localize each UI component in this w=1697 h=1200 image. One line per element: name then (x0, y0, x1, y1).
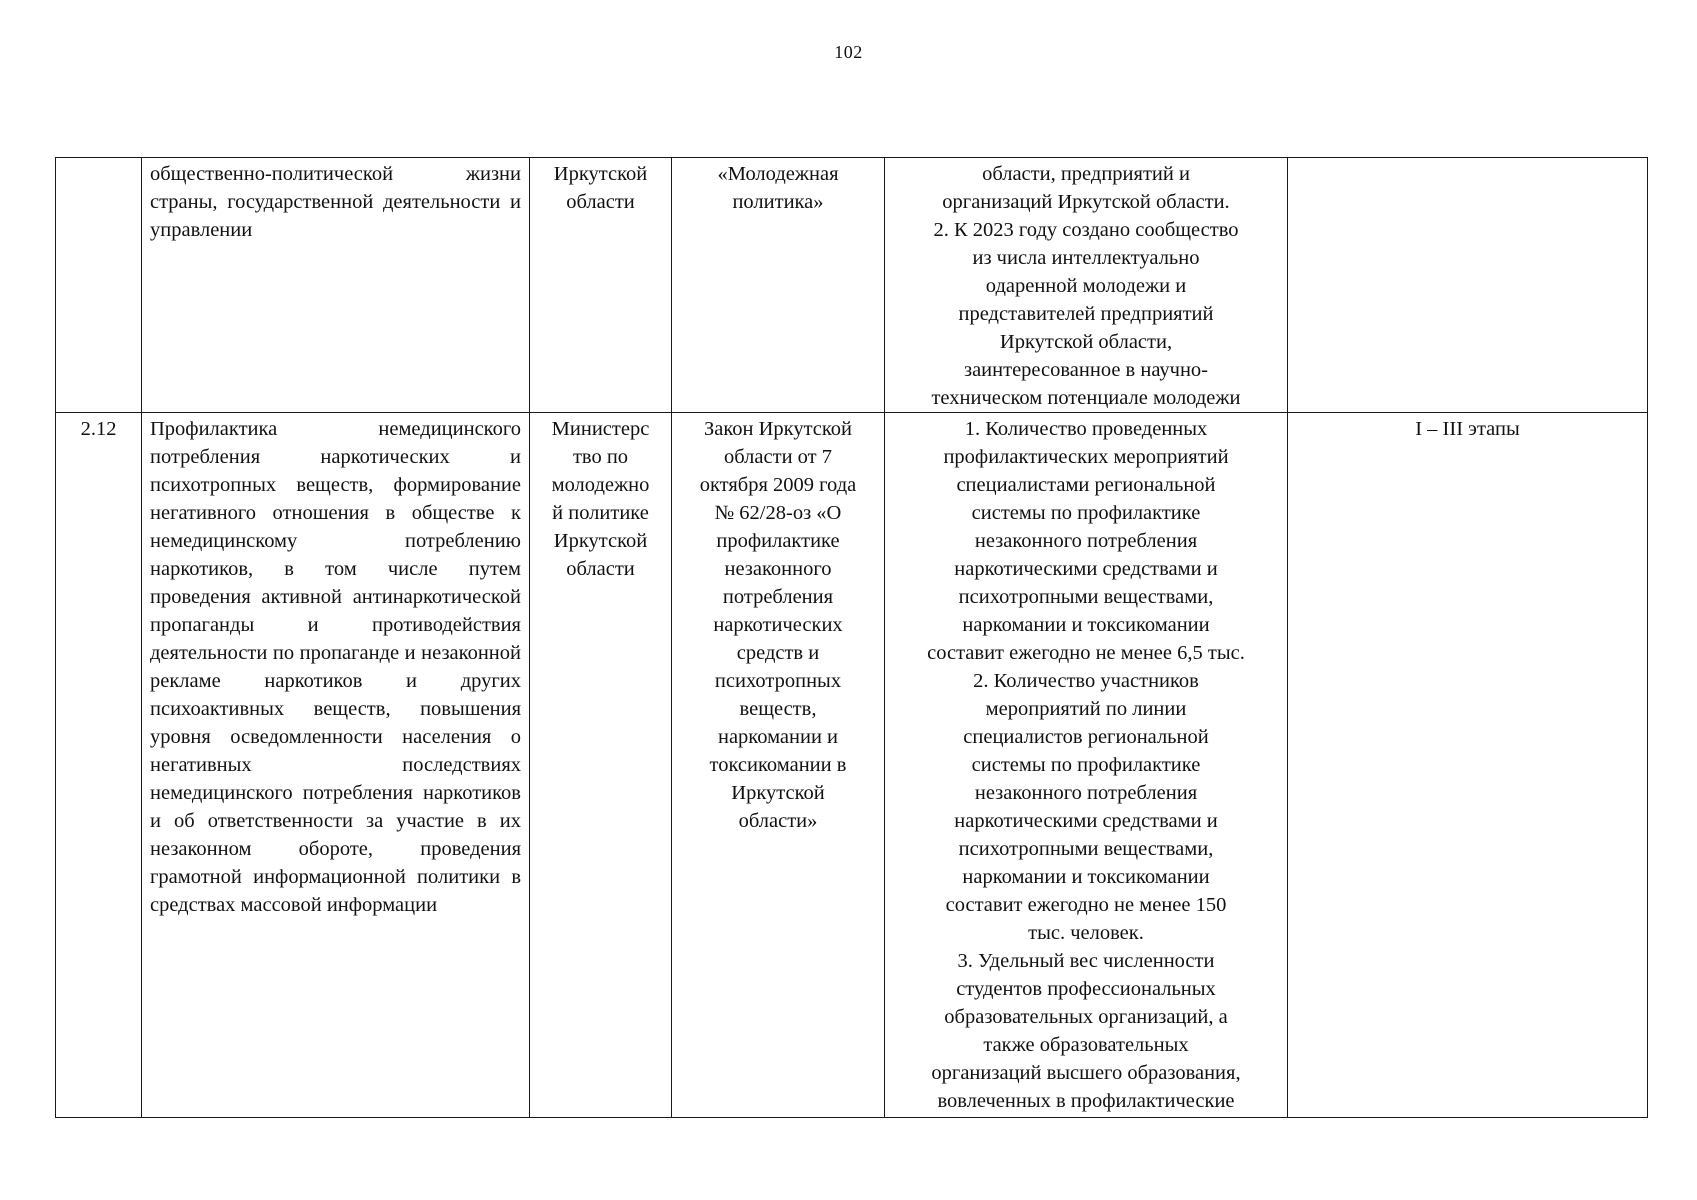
legal-basis-cell: Закон Иркутской области от 7 октября 2009 года № 62/28-оз «О профилактике незаконного потребления наркотических средств и психотропных веществ, наркомании и токсикомании в Иркутской области» (672, 413, 885, 1118)
expected-results-cell: 1. Количество проведенных профилактических мероприятий специалистами региональной системы по профилактике незаконного потребления наркотическими средствами и психотропными веществами, наркомании и токсикомании составит ежегодно не менее 6,5 тыс. 2. Количество участников мероприятий по линии специалистов региональной системы по профилактике незаконного потребления наркотическими средствами и психотропными веществами, наркомании и токсикомании составит ежегодно не менее 150 тыс. человек. 3. Удельный вес численности студентов профессиональных образовательных организаций, а также образовательных организаций высшего образования, вовлеченных в профилактические (885, 413, 1288, 1118)
table-row (56, 413, 1648, 1118)
table-row (56, 158, 1648, 413)
executor-cell: Министерс тво по молодежно й политике Иркутской области (530, 413, 672, 1118)
row-number-cell: 2.12 (56, 413, 142, 1118)
period-cell (1288, 158, 1648, 413)
executor-cell: Иркутской области (530, 158, 672, 413)
legal-basis-cell: «Молодежная политика» (672, 158, 885, 413)
expected-results-cell: области, предприятий и организаций Иркутской области. 2. К 2023 году создано сообщество из числа интеллектуально одаренной молодежи и представителей предприятий Иркутской области, заинтересованное в научно- техническом потенциале молодежи (885, 158, 1288, 413)
row-number-cell (56, 158, 142, 413)
measure-name-cell: общественно-политической жизни страны, государственной деятельности и управлении (142, 158, 530, 413)
program-table (55, 157, 1648, 1118)
page-number: 102 (834, 42, 863, 62)
measure-name-cell: Профилактика немедицинского потребления наркотических и психотропных веществ, формирование негативного отношения в обществе к немедицинскому потреблению наркотиков, в том числе путем проведения активной антинаркотической пропаганды и противодействия деятельности по пропаганде и незаконной рекламе наркотиков и других психоактивных веществ, повышения уровня осведомленности населения о негативных последствиях немедицинского потребления наркотиков и об ответственности за участие в их незаконном обороте, проведения грамотной информационной политики в средствах массовой информации (142, 413, 530, 1118)
period-cell: I – III этапы (1288, 413, 1648, 1118)
